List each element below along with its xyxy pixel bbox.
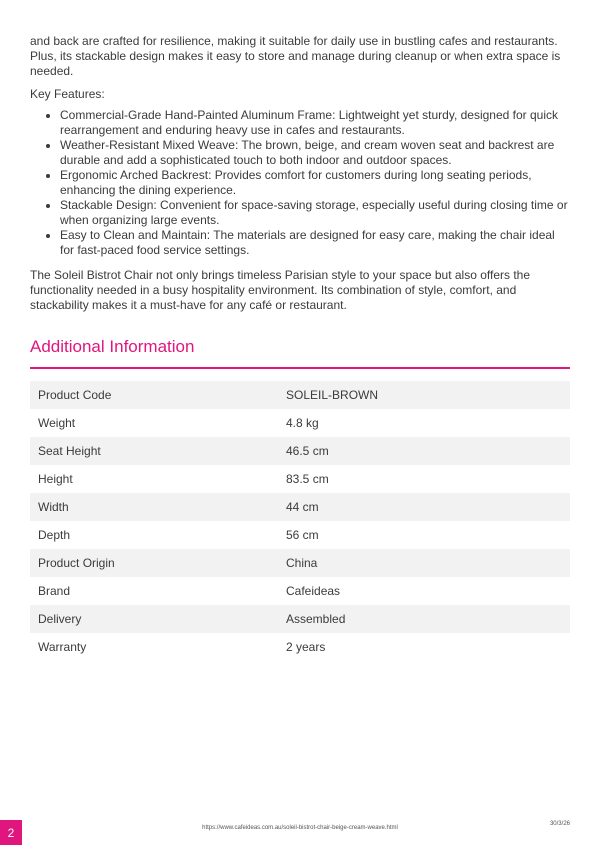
footer-url: https://www.cafeideas.com.au/soleil-bistrot-chair-beige-cream-weave.html <box>202 825 398 831</box>
table-row <box>30 493 570 521</box>
spec-label: Width <box>38 500 69 514</box>
page-number-badge: 2 <box>0 820 22 845</box>
spec-value: Cafeideas <box>286 584 341 598</box>
spec-value: 46.5 cm <box>286 444 329 458</box>
features-list <box>30 108 570 258</box>
spec-label: Delivery <box>38 612 82 626</box>
spec-value: 44 cm <box>286 500 319 514</box>
table-row <box>30 465 570 493</box>
table-row <box>30 633 570 661</box>
table-row <box>30 381 570 409</box>
feature-item: • Commercial-Grade Hand-Painted Aluminum Frame: Lightweight yet sturdy, designed for quick rearrangement and enduring heavy use in cafes and restaurants. <box>60 108 570 138</box>
table-row <box>30 437 570 465</box>
spec-label: Product Code <box>38 388 112 402</box>
table-row <box>30 521 570 549</box>
feature-item: • Easy to Clean and Maintain: The materials are designed for easy care, making the chair ideal for fast-paced food service settings. <box>60 228 570 258</box>
table-row <box>30 577 570 605</box>
table-row <box>30 409 570 437</box>
spec-label: Seat Height <box>38 444 101 458</box>
product-description <box>30 34 570 321</box>
spec-value: 2 years <box>286 640 326 654</box>
table-row <box>30 605 570 633</box>
feature-item: • Ergonomic Arched Backrest: Provides comfort for customers during long seating periods, enhancing the dining experience. <box>60 168 570 198</box>
spec-label: Brand <box>38 584 71 598</box>
key-features-label: Key Features: <box>30 87 105 101</box>
spec-value: Assembled <box>286 612 346 626</box>
closing-paragraph: The Soleil Bistrot Chair not only brings timeless Parisian style to your space but also offers the functionality needed in a busy hospitality environment. Its combination of style, comfort, and stackability makes it a must-have for any café or restaurant. <box>30 268 531 312</box>
spec-label: Weight <box>38 416 76 430</box>
spec-label: Depth <box>38 528 71 542</box>
intro-paragraph: and back are crafted for resilience, making it suitable for daily use in bustling cafes and restaurants. Plus, its stackable design makes it easy to store and manage during cleanup or when extra space is needed. <box>30 34 561 78</box>
spec-value: 4.8 kg <box>286 416 319 430</box>
specifications-table <box>30 381 570 661</box>
section-divider <box>30 367 570 369</box>
footer-date: 30/3/26 <box>549 821 570 827</box>
spec-value: China <box>286 556 318 570</box>
feature-item: • Weather-Resistant Mixed Weave: The brown, beige, and cream woven seat and backrest are durable and add a sophisticated touch to both indoor and outdoor spaces. <box>60 138 570 168</box>
table-row <box>30 549 570 577</box>
additional-information-heading: Additional Information <box>30 337 195 356</box>
feature-item: • Stackable Design: Convenient for space-saving storage, especially useful during closing time or when organizing large events. <box>60 198 570 228</box>
spec-value: SOLEIL-BROWN <box>286 388 379 402</box>
spec-label: Warranty <box>38 640 87 654</box>
spec-value: 56 cm <box>286 528 319 542</box>
spec-value: 83.5 cm <box>286 472 329 486</box>
spec-label: Height <box>38 472 73 486</box>
spec-label: Product Origin <box>38 556 115 570</box>
